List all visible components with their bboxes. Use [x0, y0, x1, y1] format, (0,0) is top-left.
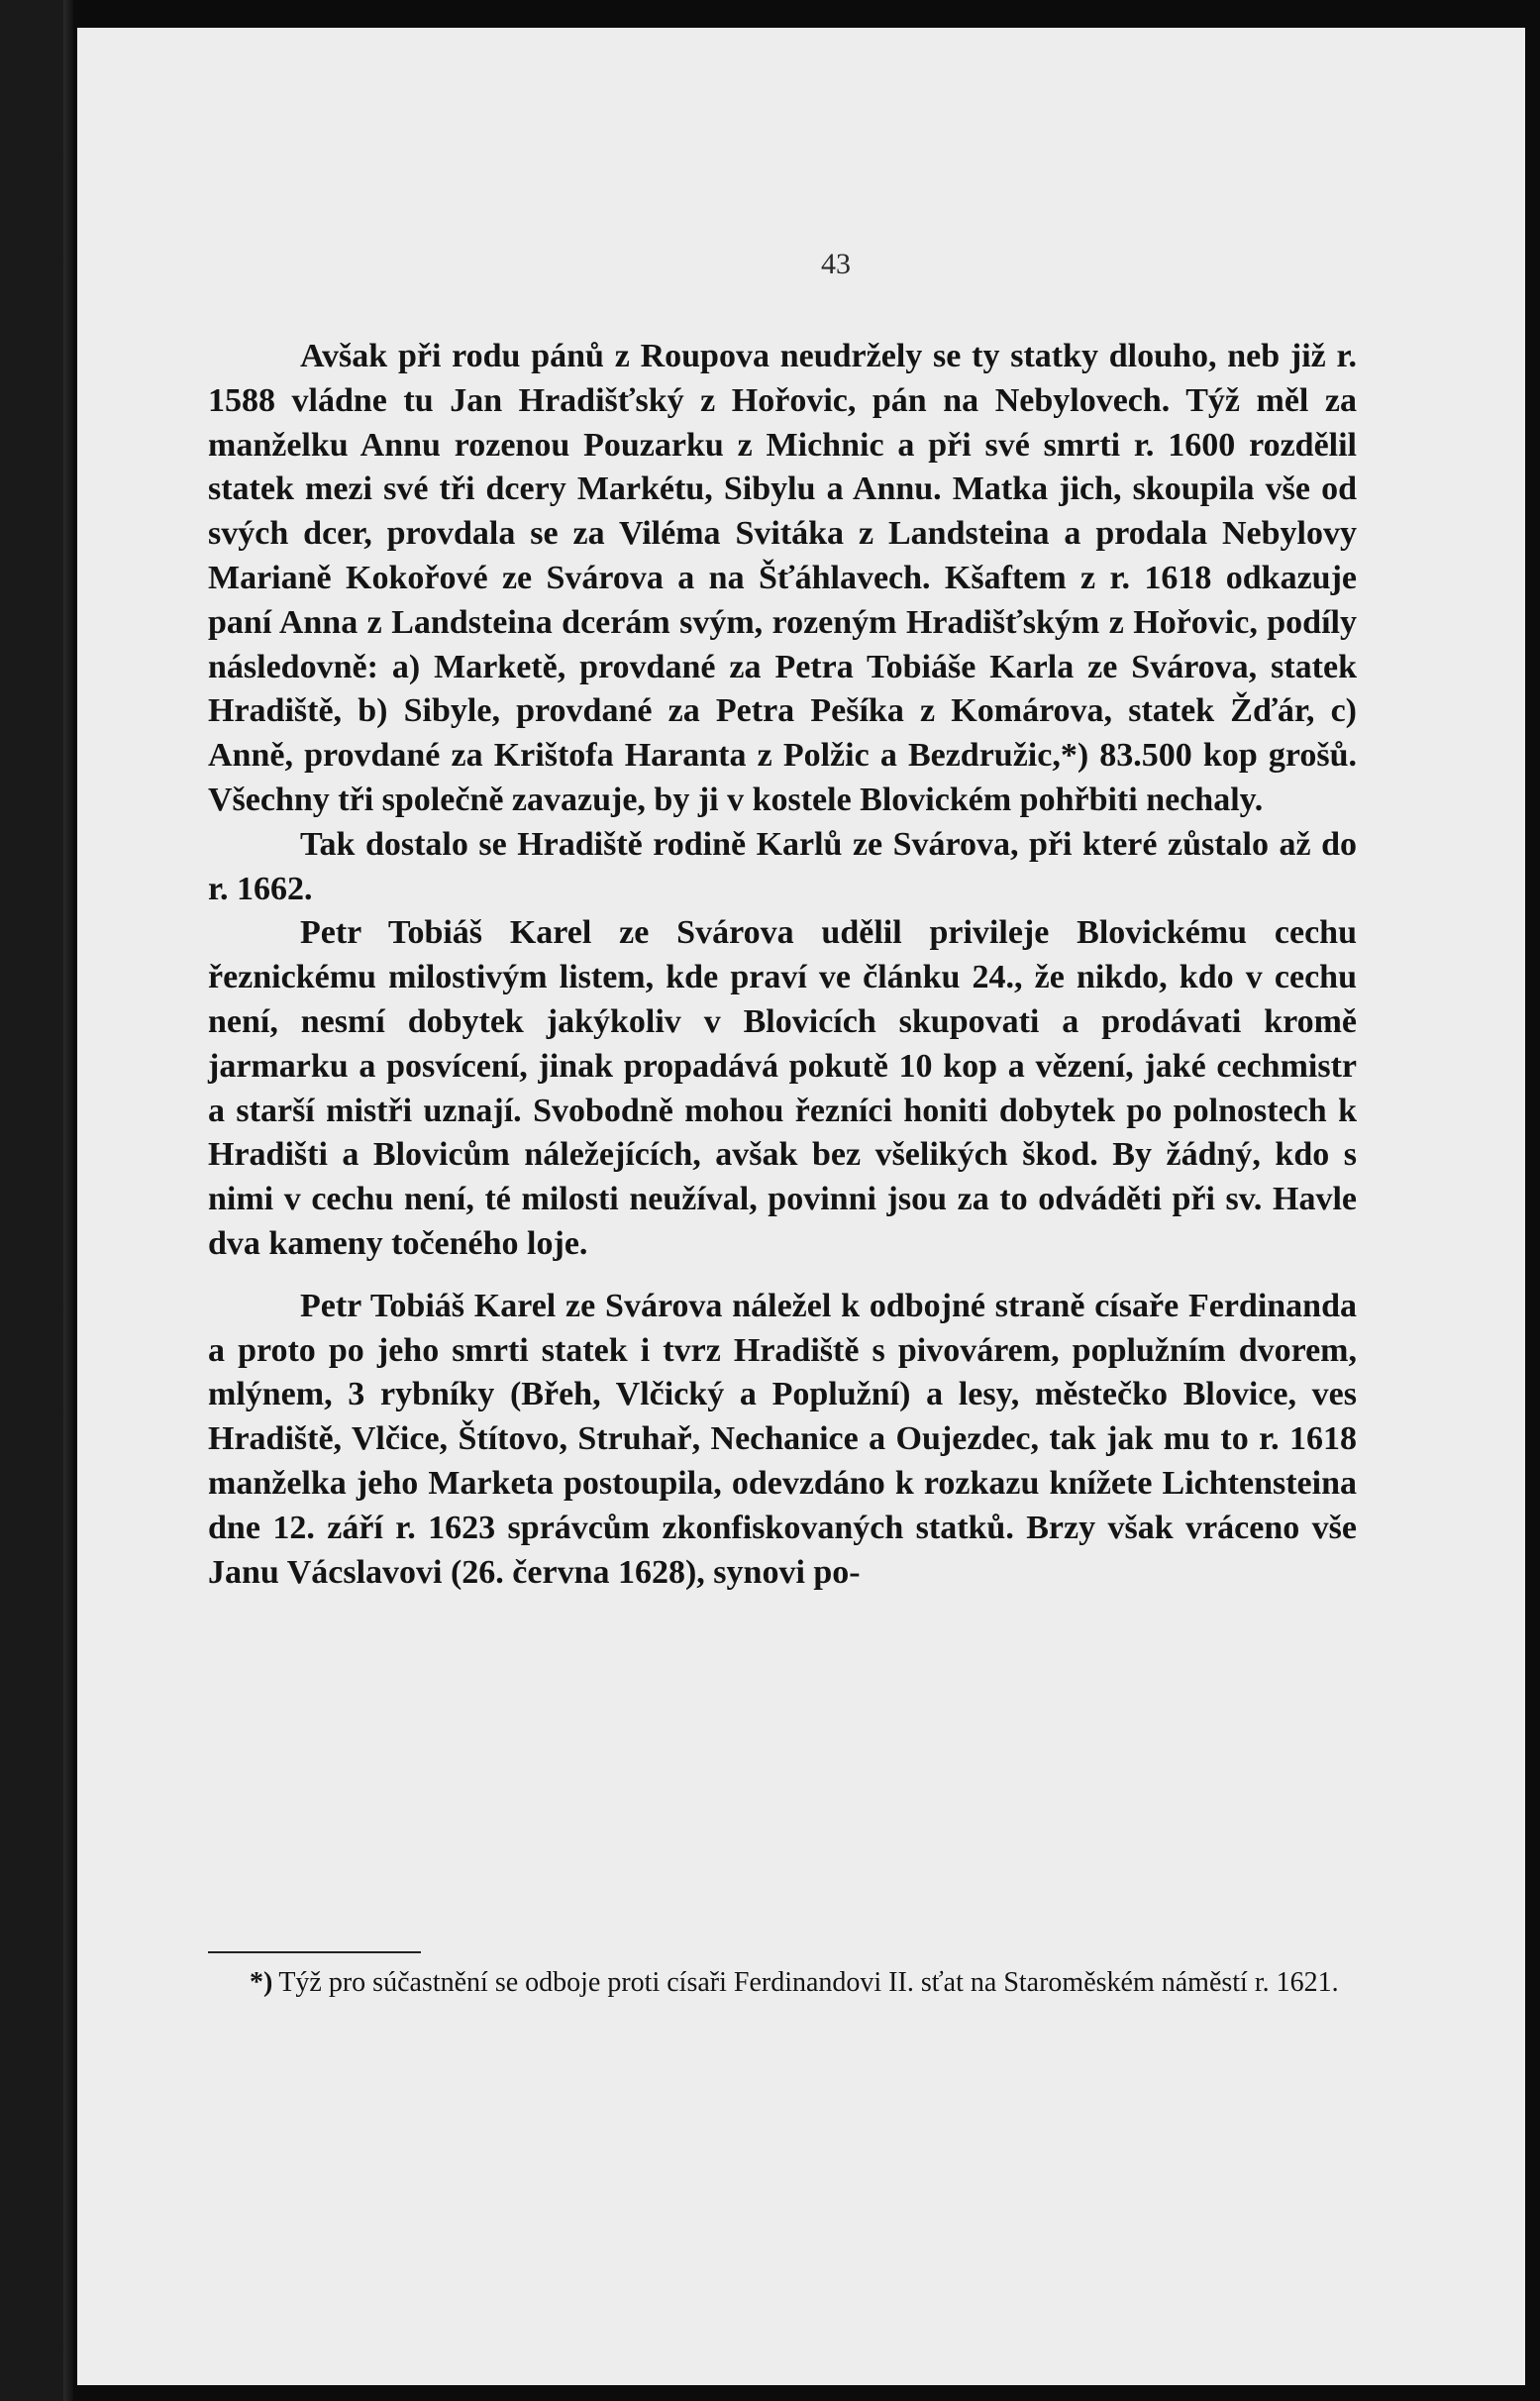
scan-left-edge — [0, 0, 73, 2401]
paragraph-1: Avšak při rodu pánů z Roupova neudržely se ty statky dlouho, neb již r. 1588 vládne tu Jan Hradišťský z Hořovic, pán na Nebylovech. Týž měl za manželku Annu rozenou Pouzarku z Michnic a při své smrti r. 1600 rozdělil statek mezi své tři dcery Markétu, Sibylu a Annu. Matka jich, skoupila vše od svých dcer, provdala se za Viléma Svitáka z Landsteina a prodala Nebylovy Marianě Kokořové ze Svárova a na Šťáhlavech. Kšaftem z r. 1618 odkazuje paní Anna z Landsteina dcerám svým, rozeným Hradišťským z Hořovic, podíly následovně: a) Marketě, provdané za Petra Tobiáše Karla ze Svárova, statek Hradiště, b) Sibyle, provdané za Petra Pešíka z Komárova, statek Žďár, c) Anně, provdané za Krištofa Haranta z Polžic a Bezdružic,*) 83.500 kop grošů. Všechny tři společně zavazuje, by ji v kostele Blovickém pohřbiti nechaly. — [208, 338, 1357, 818]
footnote-rule — [208, 1951, 421, 1953]
book-page — [77, 28, 1525, 2385]
footnote-mark: *) — [250, 1967, 273, 1998]
binding-shadow — [63, 0, 73, 2401]
paragraph-2: Tak dostalo se Hradiště rodině Karlů ze Svárova, při které zůstalo až do r. 1662. — [208, 825, 1357, 907]
paragraph-4: Petr Tobiáš Karel ze Svárova náležel k odbojné straně císaře Ferdinanda a proto po jeho smrti statek i tvrz Hradiště s pivovárem, poplužním dvorem, mlýnem, 3 rybníky (Břeh, Vlčický a Poplužní) a lesy, městečko Blovice, ves Hradiště, Vlčice, Štítovo, Struhař, Nechanice a Oujezdec, tak jak mu to r. 1618 manželka jeho Marketa postoupila, odevzdáno k rozkazu knížete Lichtensteina dne 12. září r. 1623 správcům zkonfiskovaných statků. Brzy však vráceno vše Janu Vácslavovi (26. června 1628), synovi po- — [208, 1287, 1357, 1591]
footnote — [250, 1964, 1359, 2001]
footnote-text: Týž pro súčastnění se odboje proti císaři Ferdinandovi II. sťat na Staroměském náměstí r. 1621. — [278, 1967, 1339, 1998]
paragraph-3: Petr Tobiáš Karel ze Svárova udělil privileje Blovickému cechu řeznickému milostivým listem, kde praví ve článku 24., že nikdo, kdo v cechu není, nesmí dobytek jakýkoliv v Blovicích skupovati a prodávati kromě jarmarku a posvícení, jinak propadává pokutě 10 kop a vězení, jaké cechmistr a starší mistři uznají. Svobodně mohou řezníci honiti dobytek po polnostech k Hradišti a Blovicům náležejících, avšak bez všelikých škod. By žádný, kdo s nimi v cechu není, té milosti neužíval, povinni jsou za to odváděti při sv. Havle dva kameny točeného loje. — [208, 914, 1357, 1262]
body-text — [208, 335, 1357, 1595]
page-number: 43 — [821, 248, 851, 280]
footnote-line — [250, 1964, 1359, 2001]
